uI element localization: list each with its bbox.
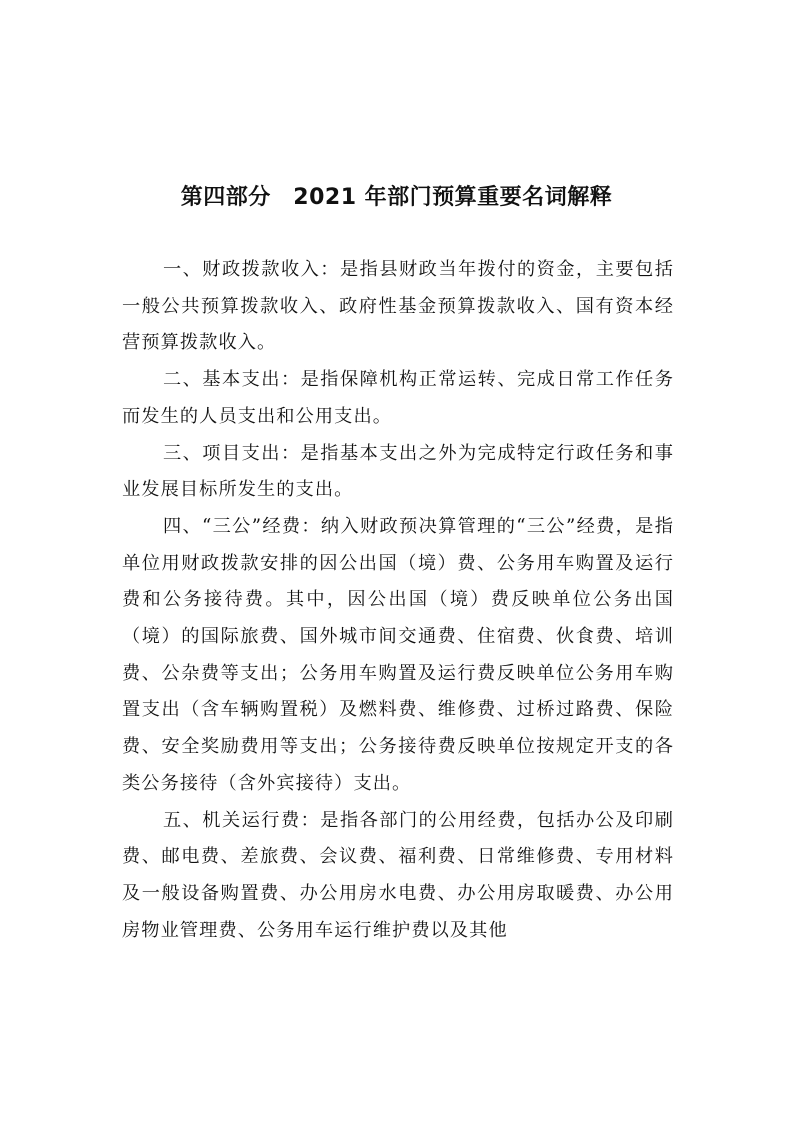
paragraph-three-public-expenses: 四、“三公”经费：纳入财政预决算管理的“三公”经费，是指单位用财政拨款安排的因公出国（境）费、公务用车购置及运行费和公务接待费。其中，因公出国（境）费反映单位公务出国（境）的国际旅费、国外城市间交通费、住宿费、伙食费、培训费、公杂费等支出；公务用车购置及运行费反映单位公务用车购置支出（含车辆购置税）及燃料费、维修费、过桥过路费、保险费、安全奖励费用等支出；公务接待费反映单位按规定开支的各类公务接待（含外宾接待）支出。	[122, 515, 674, 794]
paragraph-basic-expenditure: 二、基本支出：是指保障机构正常运转、完成日常工作任务而发生的人员支出和公用支出。	[122, 369, 674, 427]
document-body	[122, 252, 674, 949]
paragraph-financial-appropriation-income: 一、财政拨款收入：是指县财政当年拨付的资金，主要包括一般公共预算拨款收入、政府性基金预算拨款收入、国有资本经营预算拨款收入。	[122, 259, 674, 354]
paragraph-project-expenditure: 三、项目支出：是指基本支出之外为完成特定行政任务和事业发展目标所发生的支出。	[122, 442, 674, 501]
page-title: 第四部分 2021 年部门预算重要名词解释	[180, 185, 613, 210]
paragraph-agency-operating-expenses: 五、机关运行费：是指各部门的公用经费，包括办公及印刷费、邮电费、差旅费、会议费、福利费、日常维修费、专用材料及一般设备购置费、办公用房水电费、办公用房取暖费、办公用房物业管理费、公务用车运行维护费以及其他	[122, 809, 674, 941]
